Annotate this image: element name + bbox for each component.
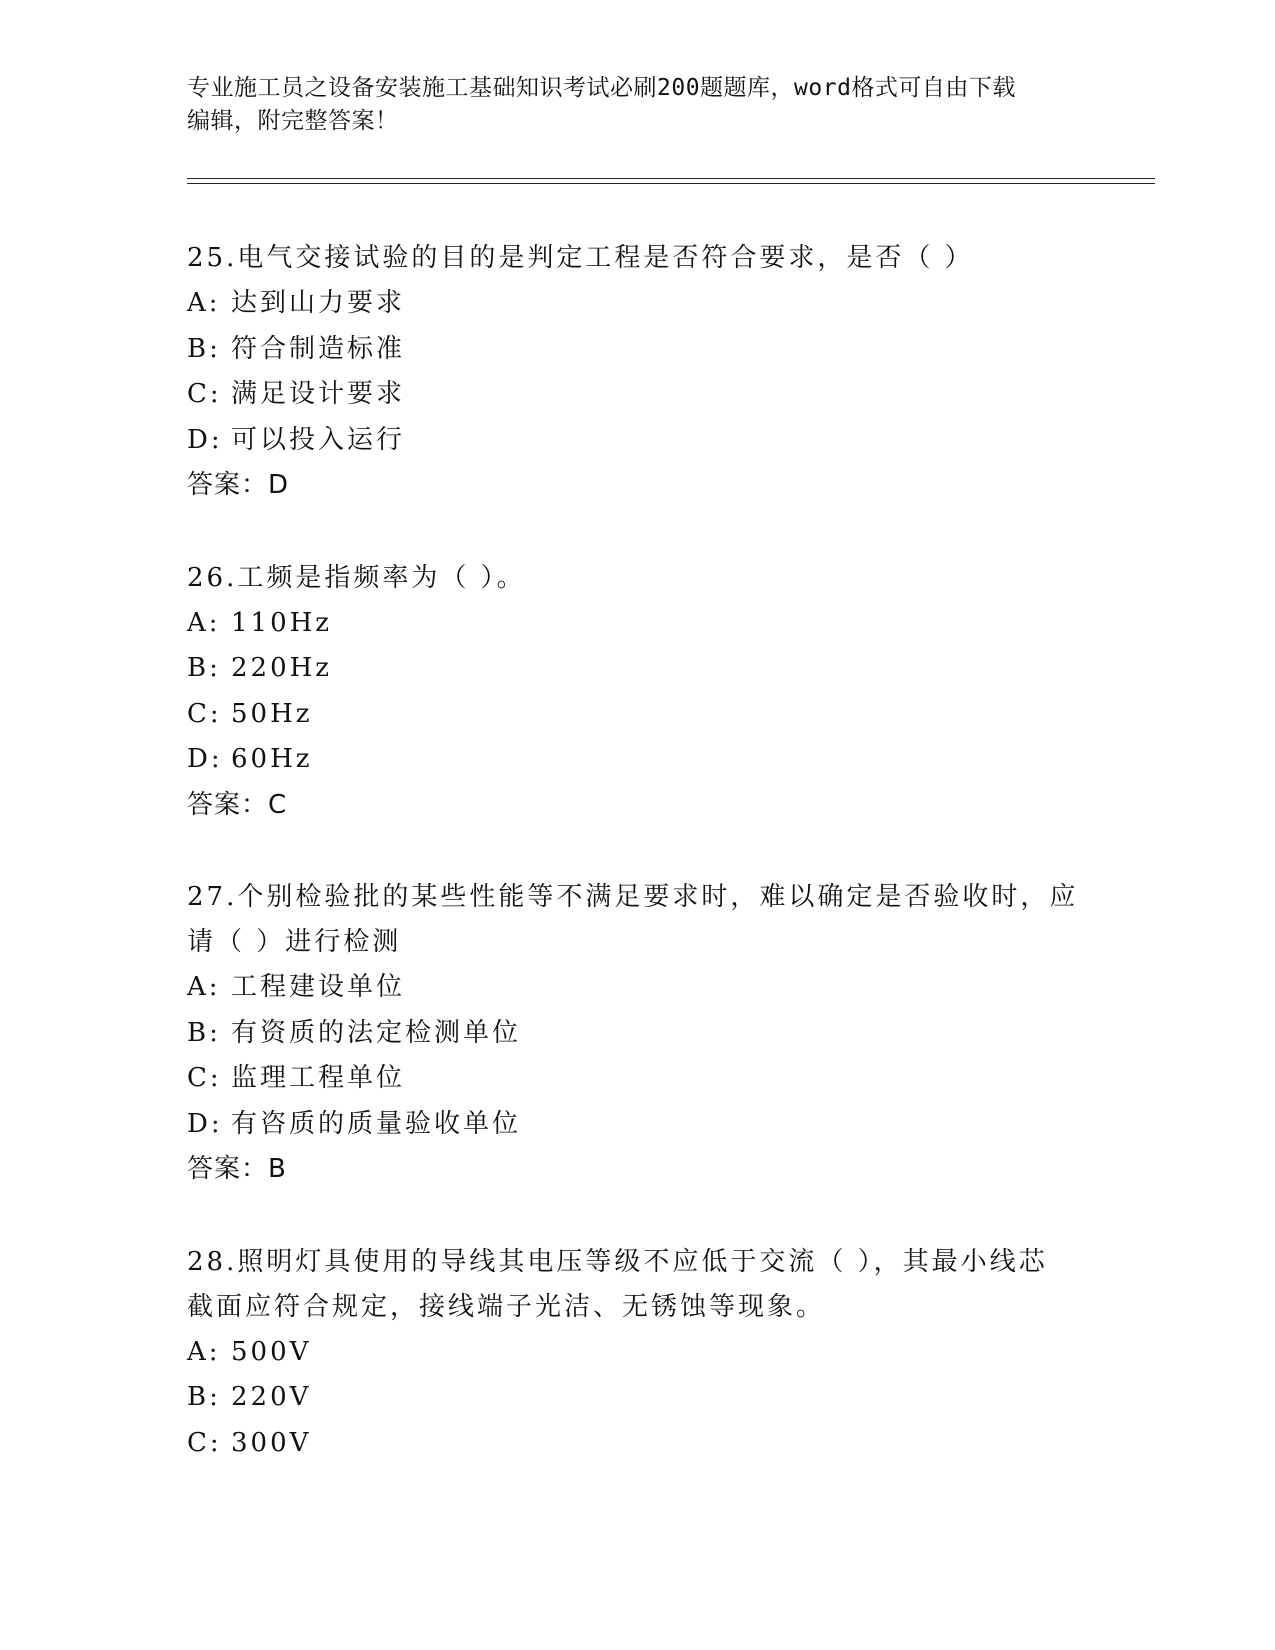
option-key: D:	[187, 424, 223, 455]
option-text: 满足设计要求	[231, 379, 406, 409]
option-d	[187, 418, 1087, 464]
question-stem: 27.个别检验批的某些性能等不满足要求时，难以确定是否验收时，应	[187, 882, 1079, 912]
question-stem: 28.照明灯具使用的导线其电压等级不应低于交流（ ），其最小线芯	[187, 1246, 1048, 1277]
option-a	[187, 281, 1087, 327]
option-key: B:	[187, 1017, 221, 1048]
option-key: D:	[187, 1108, 223, 1139]
option-text: 50Hz	[231, 698, 313, 729]
option-key: A:	[187, 607, 221, 638]
header-rule-top	[187, 178, 1155, 179]
question-28	[187, 1240, 1087, 1467]
option-c	[187, 1056, 1087, 1102]
option-key: B:	[187, 653, 221, 683]
option-text: 监理工程单位	[231, 1063, 406, 1093]
option-key: C:	[187, 698, 222, 729]
option-text: 110Hz	[231, 607, 332, 638]
option-b	[187, 1375, 1087, 1421]
option-c	[187, 1421, 1087, 1467]
option-key: B:	[187, 1382, 221, 1412]
header-line-1: 专业施工员之设备安装施工基础知识考试必刷200题题库，word格式可自由下载	[187, 75, 1016, 101]
option-key: C:	[187, 379, 222, 409]
option-text: 可以投入运行	[231, 424, 406, 455]
option-d	[187, 1102, 1087, 1148]
option-b	[187, 646, 1087, 692]
header-line-2: 编辑，附完整答案！	[187, 108, 399, 134]
option-a	[187, 601, 1087, 647]
option-c	[187, 372, 1087, 418]
option-key: A:	[187, 972, 221, 1002]
option-b	[187, 327, 1087, 373]
option-text: 500V	[231, 1336, 312, 1367]
question-stem: 26.工频是指频率为（ ）。	[187, 562, 526, 593]
option-key: D:	[187, 744, 223, 774]
option-a	[187, 965, 1087, 1011]
option-text: 有资质的法定检测单位	[231, 1017, 522, 1048]
question-26	[187, 556, 1087, 829]
question-27	[187, 875, 1087, 1193]
question-stem: 25.电气交接试验的目的是判定工程是否符合要求，是否（ ）	[187, 243, 974, 273]
option-text: 300V	[231, 1427, 312, 1458]
option-d	[187, 737, 1087, 783]
option-a	[187, 1330, 1087, 1376]
document-header	[187, 72, 1087, 138]
header-rule-bottom	[187, 183, 1155, 184]
answer-line: 答案：D	[187, 470, 290, 500]
option-text: 60Hz	[231, 744, 313, 774]
question-stem-continued: 截面应符合规定，接线端子光洁、无锈蚀等现象。	[187, 1291, 826, 1322]
question-25	[187, 236, 1087, 509]
option-text: 符合制造标准	[231, 333, 406, 364]
option-key: A:	[187, 1336, 221, 1367]
option-c	[187, 692, 1087, 738]
option-text: 工程建设单位	[231, 972, 406, 1002]
option-text: 有咨质的质量验收单位	[231, 1108, 522, 1139]
option-text: 达到山力要求	[231, 288, 406, 318]
option-text: 220V	[231, 1382, 312, 1412]
question-list	[187, 236, 1087, 1513]
option-key: C:	[187, 1427, 222, 1458]
option-text: 220Hz	[231, 653, 332, 683]
option-key: B:	[187, 333, 221, 364]
answer-line: 答案：C	[187, 789, 288, 820]
option-key: C:	[187, 1063, 222, 1093]
question-stem-continued: 请（ ）进行检测	[187, 927, 402, 957]
answer-line: 答案：B	[187, 1154, 287, 1184]
option-b	[187, 1011, 1087, 1057]
option-key: A:	[187, 288, 221, 318]
